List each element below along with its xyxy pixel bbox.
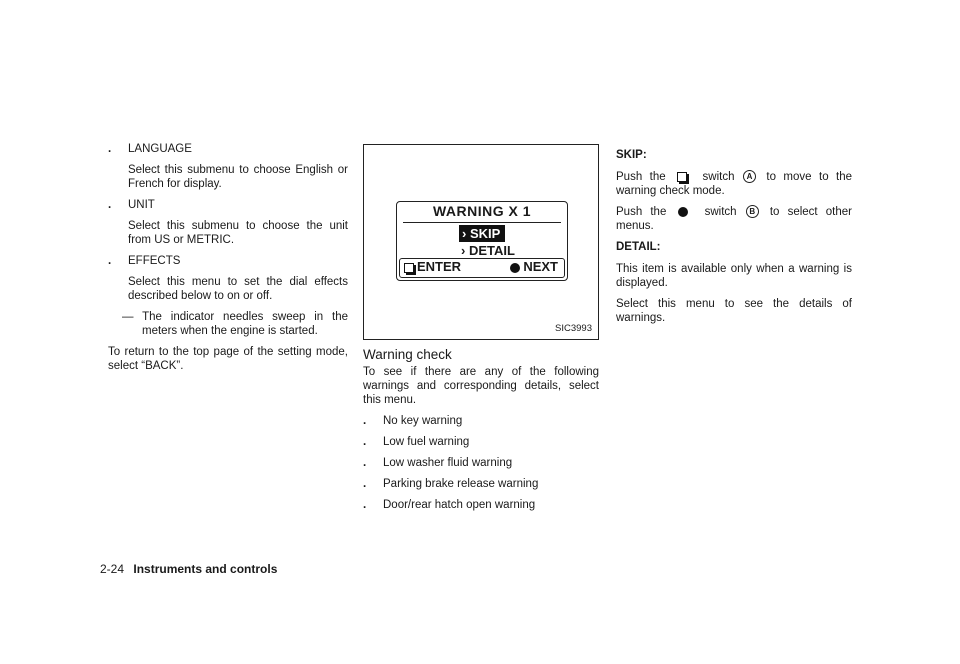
return-paragraph: To return to the top page of the setting mode, select “BACK”. [108, 346, 348, 372]
display-enter: ENTER [404, 260, 461, 274]
bullet-dot: . [108, 199, 112, 211]
next-switch-icon [510, 263, 520, 273]
display-screen [396, 201, 568, 281]
bullet-dot: . [363, 499, 367, 511]
middle-column [363, 142, 599, 519]
callout-b: B [746, 205, 759, 218]
left-column [108, 142, 348, 380]
effects-dash-item: — The indicator needles sweep in the meters when the engine is started. [122, 311, 348, 337]
bullet-unit: . UNIT [108, 199, 155, 211]
bullet-dot: . [363, 457, 367, 469]
callout-a: A [743, 170, 756, 183]
bullet-dot: . [363, 478, 367, 490]
language-description: Select this submenu to choose English or French for display. [128, 164, 348, 190]
warning-bullet: . Low fuel warning [363, 436, 470, 448]
right-column [616, 142, 852, 332]
page-footer [100, 562, 277, 576]
display-skip-item: › SKIP [459, 225, 505, 242]
display-detail-item: › DETAIL [461, 243, 515, 258]
unit-description: Select this submenu to choose the unit from US or METRIC. [128, 220, 348, 246]
warning-bullet: . Door/rear hatch open warning [363, 499, 536, 511]
warning-bullet: . No key warning [363, 415, 463, 427]
enter-switch-icon [677, 172, 687, 182]
warning-check-intro: To see if there are any of the following warnings and corresponding details, select this menu. [363, 366, 599, 406]
detail-paragraph-2: Select this menu to see the details of warnings. [616, 298, 852, 324]
detail-paragraph-1: This item is available only when a warning is displayed. [616, 263, 852, 289]
enter-switch-icon [404, 263, 414, 273]
bullet-language: . LANGUAGE [108, 143, 192, 155]
bullet-dot: . [108, 143, 112, 155]
effects-description: Select this menu to set the dial effects described below to on or off. [128, 276, 348, 302]
chevron-right-icon: › [461, 243, 469, 258]
warning-bullet: . Parking brake release warning [363, 478, 539, 490]
section-heading: Warning check [363, 347, 452, 362]
skip-label: SKIP: [616, 149, 647, 161]
warning-display-figure [363, 144, 599, 340]
page-number: 2-24 [100, 562, 125, 576]
next-switch-icon [678, 207, 688, 217]
display-title: WARNING X 1 [432, 203, 532, 219]
bullet-dot: . [363, 436, 367, 448]
warning-bullet: . Low washer fluid warning [363, 457, 513, 469]
bullet-dot: . [108, 255, 112, 267]
display-divider [403, 222, 561, 223]
detail-label: DETAIL: [616, 241, 661, 253]
skip-instruction: Push the switch A to move to the warning check mode. [616, 171, 853, 197]
next-instruction: Push the switch B to select other menus. [616, 206, 852, 232]
bullet-dot: . [363, 415, 367, 427]
chevron-right-icon: › [462, 226, 470, 241]
section-name: Instruments and controls [133, 562, 278, 576]
bullet-effects: . EFFECTS [108, 255, 181, 267]
display-next: NEXT [510, 260, 558, 274]
figure-code: SIC3993 [555, 323, 592, 334]
display-button-bar [399, 258, 565, 278]
